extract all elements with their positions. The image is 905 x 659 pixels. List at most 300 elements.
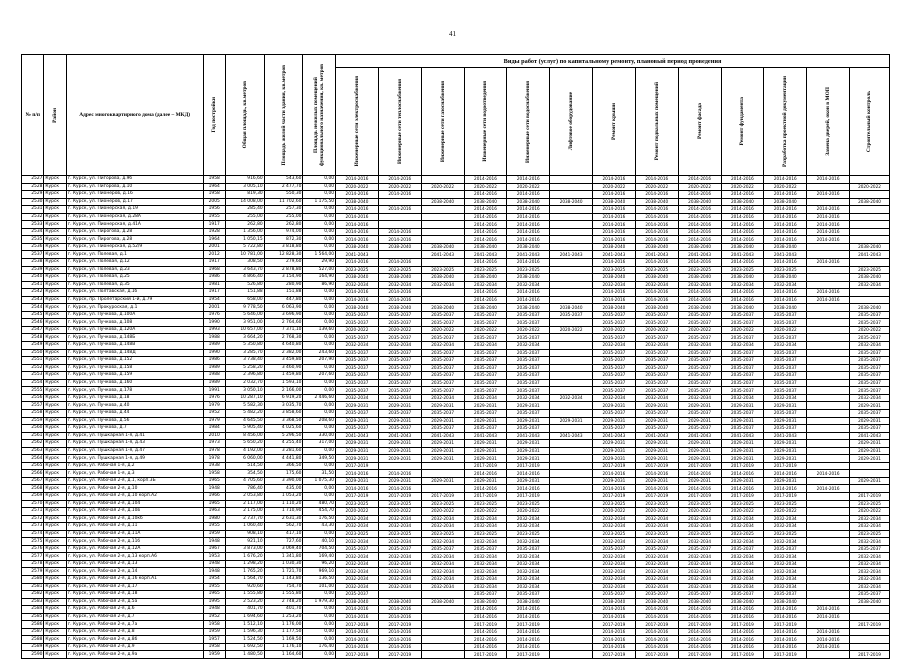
work-period-cell: 2038-2040 xyxy=(464,198,507,206)
work-period-cell: 2017-2019 xyxy=(764,492,807,500)
work-period-cell xyxy=(807,583,850,591)
row-number: 2576 xyxy=(22,545,44,553)
work-period-cell: 2020-2022 xyxy=(421,508,464,516)
address-cell: г. Курск, ул. Пучкова, д.40 xyxy=(66,402,203,410)
address-cell: г. Курск, ул. Рабочая 2-я, д.12А xyxy=(66,545,203,553)
work-period-cell: 2029-2031 xyxy=(421,447,464,455)
work-period-cell xyxy=(550,545,593,553)
work-period-cell: 2035-2037 xyxy=(593,379,636,387)
work-period-cell: 2029-2031 xyxy=(593,455,636,463)
work-period-cell: 2038-2040 xyxy=(464,274,507,282)
work-period-cell: 2014-2016 xyxy=(336,636,379,644)
district-cell: Курск xyxy=(44,266,66,274)
row-number: 2555 xyxy=(22,387,44,395)
work-period-cell: 2041-2043 xyxy=(635,251,678,259)
work-period-cell: 2035-2037 xyxy=(378,364,421,372)
living-area-cell: 255,00 xyxy=(264,213,303,221)
year-built-cell: 1955 xyxy=(203,213,225,221)
work-period-cell xyxy=(550,470,593,478)
living-area-cell: 754,70 xyxy=(264,583,303,591)
work-period-cell xyxy=(849,462,889,470)
work-period-cell: 2014-2016 xyxy=(807,236,850,244)
work-period-cell: 2038-2040 xyxy=(421,274,464,282)
work-period-cell: 2035-2037 xyxy=(849,357,889,365)
work-period-cell xyxy=(807,432,850,440)
work-period-cell xyxy=(807,342,850,350)
work-period-cell: 2014-2016 xyxy=(721,296,764,304)
work-period-cell: 2035-2037 xyxy=(849,364,889,372)
year-built-cell: 1956 xyxy=(203,206,225,214)
work-period-cell xyxy=(550,643,593,651)
work-period-cell: 2017-2019 xyxy=(378,492,421,500)
header-work-type: Разработка проектной документации xyxy=(764,68,807,176)
work-period-cell: 2032-2034 xyxy=(635,575,678,583)
work-period-cell: 2014-2016 xyxy=(764,296,807,304)
row-number: 2579 xyxy=(22,568,44,576)
address-cell: г. Курск, ул. Рабочая 2-я, д.8 xyxy=(66,628,203,636)
district-cell: Курск xyxy=(44,243,66,251)
work-period-cell: 2023-2025 xyxy=(464,266,507,274)
work-period-cell xyxy=(807,334,850,342)
table-row xyxy=(22,289,890,297)
work-period-cell: 2032-2034 xyxy=(635,538,678,546)
work-period-cell: 2014-2016 xyxy=(336,213,379,221)
work-period-cell: 2014-2016 xyxy=(507,221,550,229)
table-row xyxy=(22,606,890,614)
district-cell: Курск xyxy=(44,500,66,508)
nonliving-area-cell: 0,00 xyxy=(303,236,336,244)
work-period-cell: 2029-2031 xyxy=(678,417,721,425)
work-period-cell: 2029-2031 xyxy=(378,455,421,463)
work-period-cell xyxy=(807,591,850,599)
work-period-cell: 2017-2019 xyxy=(678,651,721,659)
work-period-cell: 2032-2034 xyxy=(678,560,721,568)
district-cell: Курск xyxy=(44,553,66,561)
district-cell: Курск xyxy=(44,213,66,221)
nonliving-area-cell: 0,00 xyxy=(303,651,336,659)
work-period-cell: 2014-2016 xyxy=(721,628,764,636)
row-number: 2585 xyxy=(22,613,44,621)
work-period-cell xyxy=(849,606,889,614)
work-period-cell: 2023-2025 xyxy=(849,530,889,538)
row-number: 2566 xyxy=(22,470,44,478)
table-row xyxy=(22,274,890,282)
table-row xyxy=(22,613,890,621)
work-period-cell: 2020-2022 xyxy=(421,183,464,191)
work-period-cell: 2014-2016 xyxy=(464,228,507,236)
work-period-cell: 2041-2043 xyxy=(593,432,636,440)
row-number: 2584 xyxy=(22,606,44,614)
work-period-cell: 2020-2022 xyxy=(593,508,636,516)
work-period-cell: 2014-2016 xyxy=(507,191,550,199)
work-period-cell: 2014-2016 xyxy=(378,228,421,236)
work-period-cell: 2020-2022 xyxy=(507,508,550,516)
year-built-cell: 1993 xyxy=(203,326,225,334)
work-period-cell: 2038-2040 xyxy=(421,198,464,206)
work-period-cell: 2017-2019 xyxy=(849,492,889,500)
nonliving-area-cell: 349,50 xyxy=(303,455,336,463)
work-period-cell xyxy=(421,651,464,659)
work-period-cell xyxy=(421,213,464,221)
year-built-cell: 1948 xyxy=(203,606,225,614)
district-cell: Курск xyxy=(44,236,66,244)
work-period-cell: 2023-2025 xyxy=(721,266,764,274)
living-area-cell: 3 035,70 xyxy=(264,402,303,410)
nonliving-area-cell: 40,10 xyxy=(303,538,336,546)
work-period-cell: 2014-2016 xyxy=(807,606,850,614)
living-area-cell: 4 025,60 xyxy=(264,425,303,433)
nonliving-area-cell: 0,00 xyxy=(303,342,336,350)
work-period-cell: 2014-2016 xyxy=(593,485,636,493)
work-period-cell: 2017-2019 xyxy=(721,462,764,470)
work-period-cell: 2020-2022 xyxy=(550,326,593,334)
year-built-cell: 1988 xyxy=(203,372,225,380)
work-period-cell: 2029-2031 xyxy=(336,447,379,455)
work-period-cell: 2014-2016 xyxy=(464,643,507,651)
total-area-cell: 2 523,20 xyxy=(225,598,264,606)
work-period-cell: 2032-2034 xyxy=(378,515,421,523)
work-period-cell: 2035-2037 xyxy=(378,311,421,319)
living-area-cell: 11 702,60 xyxy=(264,198,303,206)
work-period-cell: 2029-2031 xyxy=(593,447,636,455)
work-period-cell: 2032-2034 xyxy=(421,523,464,531)
address-cell: г. Курск, ул. Рабочая 2-я, д.8б xyxy=(66,636,203,644)
living-area-cell: 2 748,20 xyxy=(264,598,303,606)
work-period-cell xyxy=(550,228,593,236)
work-period-cell: 2014-2016 xyxy=(378,606,421,614)
work-period-cell: 2032-2034 xyxy=(378,523,421,531)
living-area-cell: 3 460,90 xyxy=(264,364,303,372)
work-period-cell: 2032-2034 xyxy=(464,281,507,289)
table-row xyxy=(22,357,890,365)
district-cell: Курск xyxy=(44,568,66,576)
total-area-cell: 5 722,80 xyxy=(225,243,264,251)
nonliving-area-cell: 0,00 xyxy=(303,176,336,184)
row-number: 2567 xyxy=(22,477,44,485)
living-area-cell: 1 721,70 xyxy=(264,568,303,576)
work-period-cell: 2029-2031 xyxy=(464,440,507,448)
work-period-cell: 2032-2034 xyxy=(464,523,507,531)
work-period-cell: 2017-2019 xyxy=(721,621,764,629)
work-period-cell: 2023-2025 xyxy=(721,530,764,538)
work-period-cell: 2014-2016 xyxy=(593,191,636,199)
work-period-cell: 2038-2040 xyxy=(764,304,807,312)
work-period-cell: 2014-2016 xyxy=(807,191,850,199)
year-built-cell: 1995 xyxy=(203,598,225,606)
work-period-cell: 2038-2040 xyxy=(721,274,764,282)
address-cell: г. Курск, ул. Пучкова, д.44 xyxy=(66,409,203,417)
work-period-cell: 2029-2031 xyxy=(507,477,550,485)
header-work-type: Ремонт крыши xyxy=(593,68,636,176)
capital-repair-table xyxy=(21,54,890,659)
header-work-type: Ремонт подвальных помещений xyxy=(635,68,678,176)
work-period-cell: 2014-2016 xyxy=(721,191,764,199)
header-address: Адрес многоквартирного дома (далее – МКД) xyxy=(66,55,203,176)
nonliving-area-cell: 0,00 xyxy=(303,462,336,470)
district-cell: Курск xyxy=(44,274,66,282)
work-period-cell: 2035-2037 xyxy=(378,387,421,395)
work-period-cell xyxy=(550,462,593,470)
work-period-cell: 2023-2025 xyxy=(507,500,550,508)
work-period-cell: 2032-2034 xyxy=(464,553,507,561)
work-period-cell: 2035-2037 xyxy=(378,349,421,357)
address-cell: г. Курск, ул. Пушкарная 1-я, д.49 xyxy=(66,455,203,463)
work-period-cell: 2014-2016 xyxy=(336,606,379,614)
living-area-cell: 435,00 xyxy=(264,485,303,493)
work-period-cell: 2035-2037 xyxy=(635,364,678,372)
work-period-cell: 2038-2040 xyxy=(378,598,421,606)
address-cell: г. Курск, ул. Рабочая 2-я, д.11А xyxy=(66,530,203,538)
work-period-cell: 2038-2040 xyxy=(678,198,721,206)
work-period-cell: 2038-2040 xyxy=(678,598,721,606)
nonliving-area-cell: 1 979,30 xyxy=(303,598,336,606)
total-area-cell: 8 456,00 xyxy=(225,432,264,440)
year-built-cell: 1948 xyxy=(203,485,225,493)
work-period-cell xyxy=(807,425,850,433)
address-cell: г. Курск, ул. Пучкова, д.148В xyxy=(66,342,203,350)
table-row xyxy=(22,651,890,659)
living-area-cell: 279,60 xyxy=(264,259,303,267)
work-period-cell: 2029-2031 xyxy=(678,440,721,448)
work-period-cell: 2038-2040 xyxy=(721,304,764,312)
row-number: 2586 xyxy=(22,621,44,629)
work-period-cell: 2032-2034 xyxy=(721,342,764,350)
work-period-cell: 2014-2016 xyxy=(721,228,764,236)
work-period-cell xyxy=(849,289,889,297)
work-period-cell: 2035-2037 xyxy=(678,409,721,417)
row-number: 2542 xyxy=(22,289,44,297)
row-number: 2582 xyxy=(22,591,44,599)
work-period-cell: 2032-2034 xyxy=(635,394,678,402)
district-cell: Курск xyxy=(44,289,66,297)
work-period-cell: 2038-2040 xyxy=(721,243,764,251)
living-area-cell: 4 441,80 xyxy=(264,455,303,463)
work-period-cell: 2035-2037 xyxy=(464,545,507,553)
work-period-cell xyxy=(550,357,593,365)
work-period-cell: 2014-2016 xyxy=(721,636,764,644)
work-period-cell xyxy=(807,462,850,470)
work-period-cell: 2023-2025 xyxy=(336,266,379,274)
work-period-cell: 2029-2031 xyxy=(593,402,636,410)
address-cell: г. Курск, ул. Рабочая 2-я, д.5а xyxy=(66,598,203,606)
work-period-cell: 2029-2031 xyxy=(507,417,550,425)
work-period-cell xyxy=(550,575,593,583)
district-cell: Курск xyxy=(44,492,66,500)
work-period-cell: 2023-2025 xyxy=(721,500,764,508)
table-row xyxy=(22,553,890,561)
nonliving-area-cell: 0,00 xyxy=(303,530,336,538)
work-period-cell: 2032-2034 xyxy=(464,515,507,523)
work-period-cell: 2014-2016 xyxy=(678,636,721,644)
row-number: 2583 xyxy=(22,598,44,606)
work-period-cell: 2029-2031 xyxy=(849,402,889,410)
work-period-cell: 2035-2037 xyxy=(378,334,421,342)
work-period-cell: 2014-2016 xyxy=(593,470,636,478)
work-period-cell xyxy=(807,492,850,500)
work-period-cell: 2029-2031 xyxy=(764,477,807,485)
work-period-cell: 2017-2019 xyxy=(593,651,636,659)
living-area-cell: 12 828,30 xyxy=(264,251,303,259)
work-period-cell: 2014-2016 xyxy=(678,643,721,651)
table-row xyxy=(22,462,890,470)
total-area-cell: 354,50 xyxy=(225,470,264,478)
work-period-cell: 2032-2034 xyxy=(464,575,507,583)
work-period-cell: 2035-2037 xyxy=(849,545,889,553)
work-period-cell: 2035-2037 xyxy=(764,425,807,433)
work-period-cell: 2035-2037 xyxy=(336,319,379,327)
work-period-cell: 2014-2016 xyxy=(678,221,721,229)
table-row xyxy=(22,176,890,184)
total-area-cell: 262,80 xyxy=(225,221,264,229)
table-row xyxy=(22,372,890,380)
year-built-cell: 1978 xyxy=(203,447,225,455)
total-area-cell: 255,00 xyxy=(225,213,264,221)
work-period-cell: 2032-2034 xyxy=(678,583,721,591)
work-period-cell: 2035-2037 xyxy=(849,591,889,599)
address-cell: г. Курск, ул. Рабочая 2-я, д.18 xyxy=(66,591,203,599)
work-period-cell: 2014-2016 xyxy=(378,636,421,644)
work-period-cell: 2020-2022 xyxy=(593,183,636,191)
work-period-cell: 2014-2016 xyxy=(678,628,721,636)
work-period-cell: 2035-2037 xyxy=(849,319,889,327)
work-period-cell: 2032-2034 xyxy=(378,575,421,583)
header-work-type: Инженерные сети водоотведения xyxy=(464,68,507,176)
living-area-cell: 1 176,00 xyxy=(264,621,303,629)
work-period-cell xyxy=(550,553,593,561)
work-period-cell: 2032-2034 xyxy=(593,523,636,531)
work-period-cell: 2017-2019 xyxy=(635,651,678,659)
work-period-cell: 2014-2016 xyxy=(464,259,507,267)
work-period-cell: 2038-2040 xyxy=(378,243,421,251)
total-area-cell: 1 480,50 xyxy=(225,651,264,659)
work-period-cell: 2032-2034 xyxy=(507,342,550,350)
nonliving-area-cell: 0,00 xyxy=(303,409,336,417)
work-period-cell: 2041-2043 xyxy=(550,432,593,440)
work-period-cell xyxy=(550,266,593,274)
district-cell: Курск xyxy=(44,515,66,523)
work-period-cell: 2032-2034 xyxy=(635,560,678,568)
year-built-cell: 1917 xyxy=(203,289,225,297)
address-cell: г. Курск, ул. Пучкова, д.108 xyxy=(66,319,203,327)
work-period-cell xyxy=(421,228,464,236)
work-period-cell: 2038-2040 xyxy=(336,304,379,312)
year-built-cell: 1938 xyxy=(203,462,225,470)
work-period-cell: 2035-2037 xyxy=(593,311,636,319)
work-period-cell: 2035-2037 xyxy=(678,364,721,372)
work-period-cell: 2035-2037 xyxy=(678,334,721,342)
work-period-cell: 2017-2019 xyxy=(678,462,721,470)
work-period-cell: 2038-2040 xyxy=(593,198,636,206)
work-period-cell: 2014-2016 xyxy=(764,606,807,614)
year-built-cell: 1948 xyxy=(203,568,225,576)
living-area-cell: 3 069,40 xyxy=(264,545,303,553)
work-period-cell: 2020-2022 xyxy=(336,183,379,191)
table-row xyxy=(22,379,890,387)
total-area-cell: 514,50 xyxy=(225,462,264,470)
work-period-cell: 2014-2016 xyxy=(764,628,807,636)
total-area-cell: 4 645,50 xyxy=(225,417,264,425)
district-cell: Курск xyxy=(44,462,66,470)
work-period-cell: 2035-2037 xyxy=(721,349,764,357)
work-period-cell: 2017-2019 xyxy=(593,621,636,629)
work-period-cell: 2014-2016 xyxy=(336,206,379,214)
work-period-cell: 2020-2022 xyxy=(336,326,379,334)
work-period-cell: 2023-2025 xyxy=(849,500,889,508)
work-period-cell: 2041-2043 xyxy=(421,251,464,259)
living-area-cell: 2 382,00 xyxy=(264,349,303,357)
work-period-cell: 2014-2016 xyxy=(807,485,850,493)
row-number: 2552 xyxy=(22,364,44,372)
work-period-cell xyxy=(550,191,593,199)
work-period-cell: 2017-2019 xyxy=(635,621,678,629)
district-cell: Курск xyxy=(44,628,66,636)
work-period-cell: 2032-2034 xyxy=(507,538,550,546)
total-area-cell: 10 287,10 xyxy=(225,394,264,402)
work-period-cell: 2035-2037 xyxy=(507,311,550,319)
work-period-cell xyxy=(421,470,464,478)
work-period-cell: 2029-2031 xyxy=(507,402,550,410)
nonliving-area-cell: 527,00 xyxy=(303,266,336,274)
living-area-cell: 447,80 xyxy=(264,296,303,304)
work-period-cell: 2014-2016 xyxy=(764,228,807,236)
address-cell: г. Курск, ул. Рабочая 2-я, д.10 корп.А2 xyxy=(66,492,203,500)
work-period-cell xyxy=(550,379,593,387)
work-period-cell: 2023-2025 xyxy=(421,266,464,274)
work-period-cell: 2023-2025 xyxy=(849,266,889,274)
work-period-cell xyxy=(550,598,593,606)
work-period-cell xyxy=(849,206,889,214)
work-period-cell xyxy=(550,183,593,191)
work-period-cell: 2029-2031 xyxy=(378,440,421,448)
work-period-cell: 2032-2034 xyxy=(593,538,636,546)
header-work-type: Инженерные сети газоснабжения xyxy=(421,68,464,176)
row-number: 2556 xyxy=(22,394,44,402)
work-period-cell xyxy=(421,296,464,304)
work-period-cell: 2035-2037 xyxy=(507,379,550,387)
work-period-cell: 2020-2022 xyxy=(849,326,889,334)
work-period-cell: 2035-2037 xyxy=(678,387,721,395)
work-period-cell: 2017-2019 xyxy=(635,492,678,500)
work-period-cell: 2032-2034 xyxy=(593,560,636,568)
work-period-cell: 2014-2016 xyxy=(336,643,379,651)
row-number: 2548 xyxy=(22,334,44,342)
total-area-cell: 10 657,00 xyxy=(225,326,264,334)
living-area-cell: 257,30 xyxy=(264,206,303,214)
district-cell: Курск xyxy=(44,606,66,614)
work-period-cell: 2032-2034 xyxy=(378,560,421,568)
total-area-cell: 3 738,40 xyxy=(225,357,264,365)
table-row xyxy=(22,470,890,478)
work-period-cell: 2032-2034 xyxy=(849,568,889,576)
work-period-cell xyxy=(807,568,850,576)
work-period-cell: 2035-2037 xyxy=(593,387,636,395)
work-period-cell: 2014-2016 xyxy=(721,485,764,493)
work-period-cell: 2014-2016 xyxy=(764,221,807,229)
work-period-cell: 2014-2016 xyxy=(464,470,507,478)
living-area-cell: 366,50 xyxy=(264,462,303,470)
work-period-cell xyxy=(807,508,850,516)
address-cell: г. Курск, ул. Пучкова, д.7 xyxy=(66,425,203,433)
row-number: 2577 xyxy=(22,553,44,561)
work-period-cell: 2035-2037 xyxy=(849,387,889,395)
living-area-cell: 175,60 xyxy=(264,470,303,478)
work-period-cell: 2032-2034 xyxy=(764,342,807,350)
work-period-cell xyxy=(550,289,593,297)
row-number: 2549 xyxy=(22,342,44,350)
table-row xyxy=(22,417,890,425)
work-period-cell: 2038-2040 xyxy=(849,274,889,282)
work-period-cell: 2014-2016 xyxy=(593,296,636,304)
